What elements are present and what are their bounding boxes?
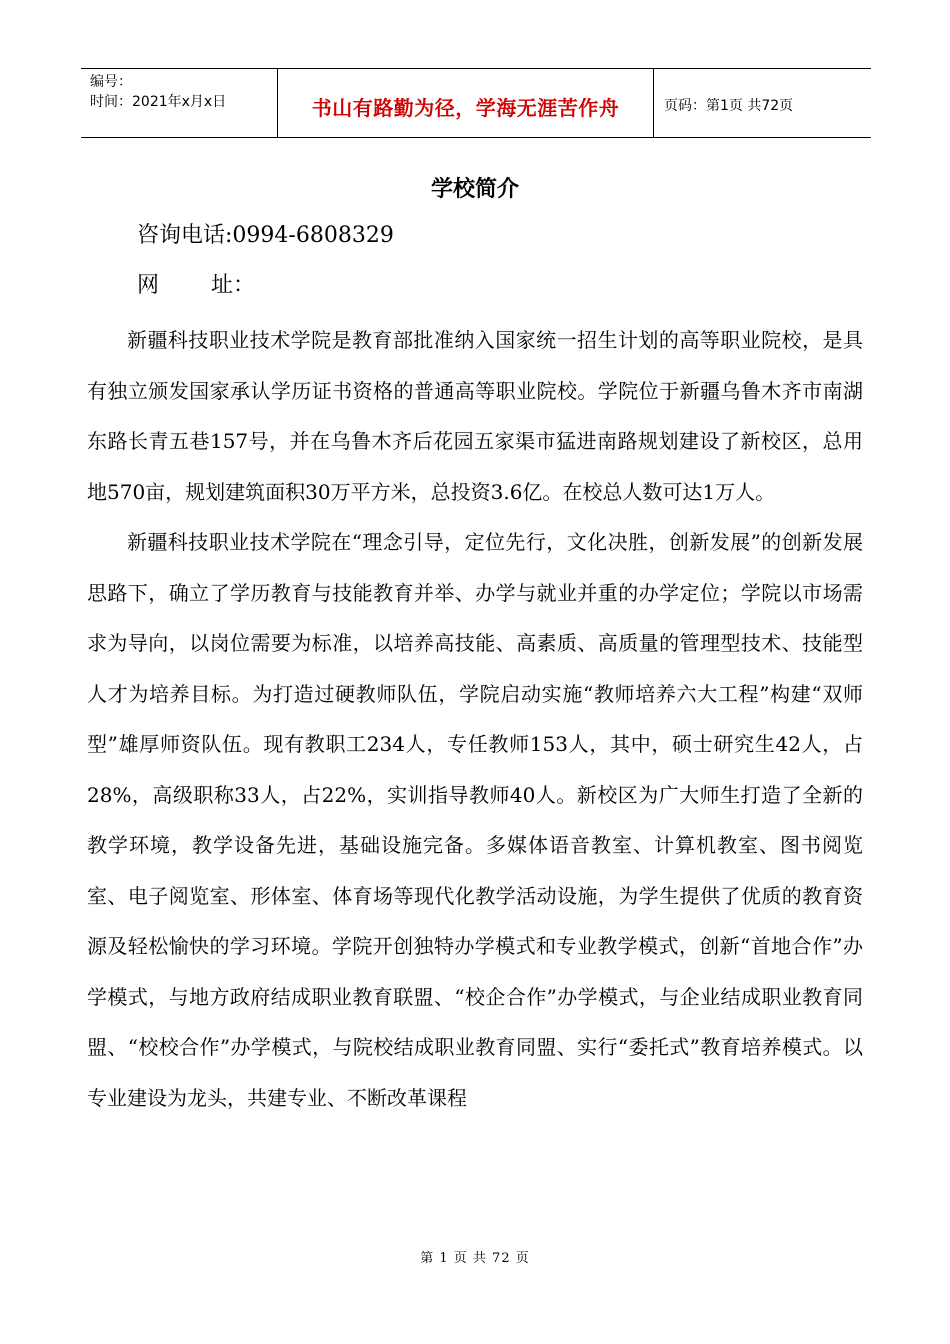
paragraph-2: 新疆科技职业技术学院在“理念引导，定位先行，文化决胜，创新发展”的创新发展思路下，确立了学历教育与技能教育并举、办学与就业并重的办学定位；学院以市场需求为导向，以岗位需要为标准，以培养高技能、高素质、高质量的管理型技术、技能型人才为培养目标。为打造过硬教师队伍，学院启动实施“教师培养六大工程”构建“双师型”雄厚师资队伍。现有教职工234人，专任教师153人，其中，硕士研究生42人，占28%，高级职称33人，占22%，实训指导教师40人。新校区为广大师生打造了全新的教学环境，教学设备先进，基础设施完备。多媒体语音教室、计算机教室、图书阅览室、电子阅览室、形体室、体育场等现代化教学活动设施，为学生提供了优质的教育资源及轻松愉快的学习环境。学院开创独特办学模式和专业教学模式，创新“首地合作”办学模式，与地方政府结成职业教育联盟、“校企合作”办学模式，与企业结成职业教育同盟、“校校合作”办学模式，与院校结成职业教育同盟、实行“委托式”教育培养模式。以专业建设为龙头，共建专业、不断改革课程 [87,530,863,1110]
header-motto: 书山有路勤为径，学海无涯苦作舟 [311,96,620,120]
contact-phone: 咨询电话:0994-6808329 [137,223,394,248]
header-left-cell [81,69,277,137]
header-center-cell [277,69,654,137]
document-body [87,315,863,1123]
document-time-label: 时间：2021年x月x日 [90,94,227,110]
page-title: 学校简介 [430,177,519,202]
website-label-part1: 网 [137,273,160,298]
header-right-cell [653,69,871,137]
page-footer: 第 1 页 共 72 页 [420,1251,530,1266]
contact-website [137,268,255,299]
header-page-info: 页码：第1页 共72页 [664,98,794,114]
document-header [81,68,871,138]
paragraph-1: 新疆科技职业技术学院是教育部批准纳入国家统一招生计划的高等职业院校，是具有独立颁发国家承认学历证书资格的普通高等职业院校。学院位于新疆乌鲁木齐市南湖东路长青五巷157号，并在乌鲁木齐后花园五家渠市猛进南路规划建设了新校区，总用地570亩，规划建筑面积30万平方米，总投资3.6亿。在校总人数可达1万人。 [87,328,863,504]
document-number-label: 编号： [90,74,132,90]
website-label-part2: 址： [211,273,256,298]
